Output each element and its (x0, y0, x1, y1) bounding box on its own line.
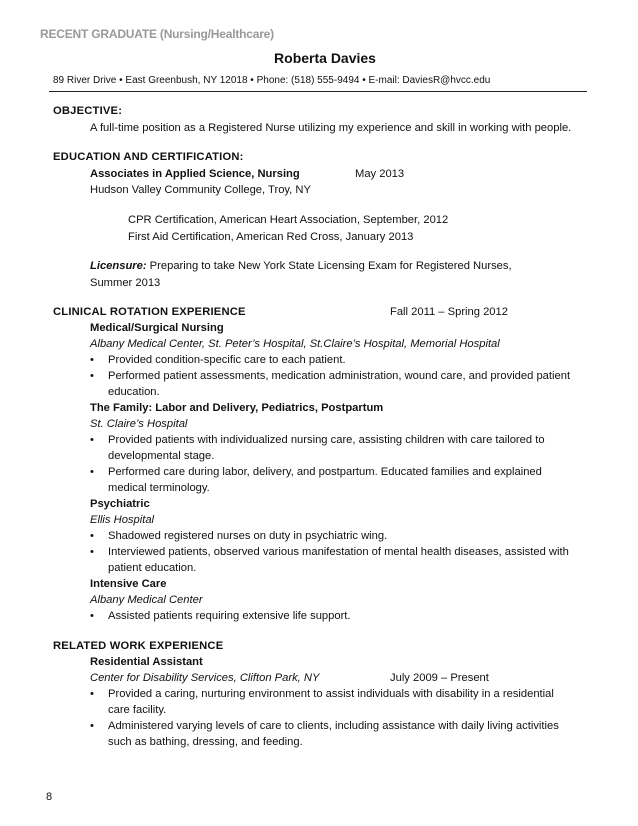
objective-heading: OBJECTIVE: (53, 105, 123, 117)
licensure-line (90, 258, 512, 275)
work-employer: Center for Disability Services, Clifton Park, NY (90, 672, 320, 684)
licensure-label: Licensure: (90, 260, 147, 272)
school: Hudson Valley Community College, Troy, NY (90, 184, 311, 196)
rotation-title: The Family: Labor and Delivery, Pediatrics, Postpartum (90, 402, 384, 414)
bullet-text: Performed patient assessments, medication administration, wound care, and provided patient (108, 370, 571, 382)
bullet-text-cont: care facility. (108, 704, 167, 716)
education-heading: EDUCATION AND CERTIFICATION: (53, 151, 244, 163)
bullet-text: Interviewed patients, observed various manifestation of mental health diseases, assisted with (108, 546, 569, 558)
bullet-glyph: • (90, 354, 94, 366)
licensure-text: Preparing to take New York State Licensing Exam for Registered Nurses, (146, 260, 512, 272)
bullet-glyph: • (90, 466, 94, 478)
clinical-dates: Fall 2011 – Spring 2012 (390, 306, 508, 318)
contact-line: 89 River Drive • East Greenbush, NY 12018 • Phone: (518) 555-9494 • E-mail: DaviesR@hvcc.edu (53, 75, 491, 86)
document-tag: RECENT GRADUATE (Nursing/Healthcare) (40, 27, 274, 41)
clinical-heading: CLINICAL ROTATION EXPERIENCE (53, 306, 246, 318)
bullet-text-cont: medical terminology. (108, 482, 210, 494)
rotation-title: Psychiatric (90, 498, 150, 510)
rotation-title: Intensive Care (90, 578, 167, 590)
bullet-glyph: • (90, 610, 94, 622)
certification-item: CPR Certification, American Heart Association, September, 2012 (128, 214, 449, 226)
bullet-text: Provided condition-specific care to each patient. (108, 354, 346, 366)
work-dates: July 2009 – Present (390, 672, 489, 684)
degree-date: May 2013 (355, 168, 405, 180)
work-title: Residential Assistant (90, 656, 203, 668)
bullet-glyph: • (90, 370, 94, 382)
candidate-name: Roberta Davies (274, 50, 376, 66)
rotation-site: Albany Medical Center, St. Peter’s Hospital, St.Claire’s Hospital, Memorial Hospital (90, 338, 500, 350)
bullet-text-cont: developmental stage. (108, 450, 215, 462)
bullet-glyph: • (90, 530, 94, 542)
bullet-text-cont: such as bathing, dressing, and feeding. (108, 736, 303, 748)
work-heading: RELATED WORK EXPERIENCE (53, 640, 224, 652)
bullet-glyph: • (90, 688, 94, 700)
bullet-text: Provided patients with individualized nursing care, assisting children with care tailored to (108, 434, 545, 446)
rotation-title: Medical/Surgical Nursing (90, 322, 224, 334)
objective-text: A full-time position as a Registered Nurse utilizing my experience and skill in working with people. (90, 122, 572, 134)
bullet-text: Provided a caring, nurturing environment to assist individuals with disability in a residential (108, 688, 554, 700)
bullet-text: Administered varying levels of care to clients, including assistance with daily living activities (108, 720, 559, 732)
page-number: 8 (46, 791, 53, 803)
rotation-site: Albany Medical Center (90, 594, 203, 606)
bullet-glyph: • (90, 434, 94, 446)
rotation-site: Ellis Hospital (90, 514, 155, 526)
bullet-text-cont: patient education. (108, 562, 197, 574)
certification-item: First Aid Certification, American Red Cross, January 2013 (128, 231, 414, 243)
bullet-text-cont: education. (108, 386, 160, 398)
rotation-site: St. Claire’s Hospital (90, 418, 188, 430)
bullet-glyph: • (90, 546, 94, 558)
bullet-glyph: • (90, 720, 94, 732)
bullet-text: Performed care during labor, delivery, and postpartum. Educated families and explained (108, 466, 542, 478)
degree: Associates in Applied Science, Nursing (90, 168, 300, 180)
bullet-text: Assisted patients requiring extensive life support. (108, 610, 351, 622)
header-divider (49, 91, 587, 92)
bullet-text: Shadowed registered nurses on duty in psychiatric wing. (108, 530, 388, 542)
licensure-text-cont: Summer 2013 (90, 277, 161, 289)
